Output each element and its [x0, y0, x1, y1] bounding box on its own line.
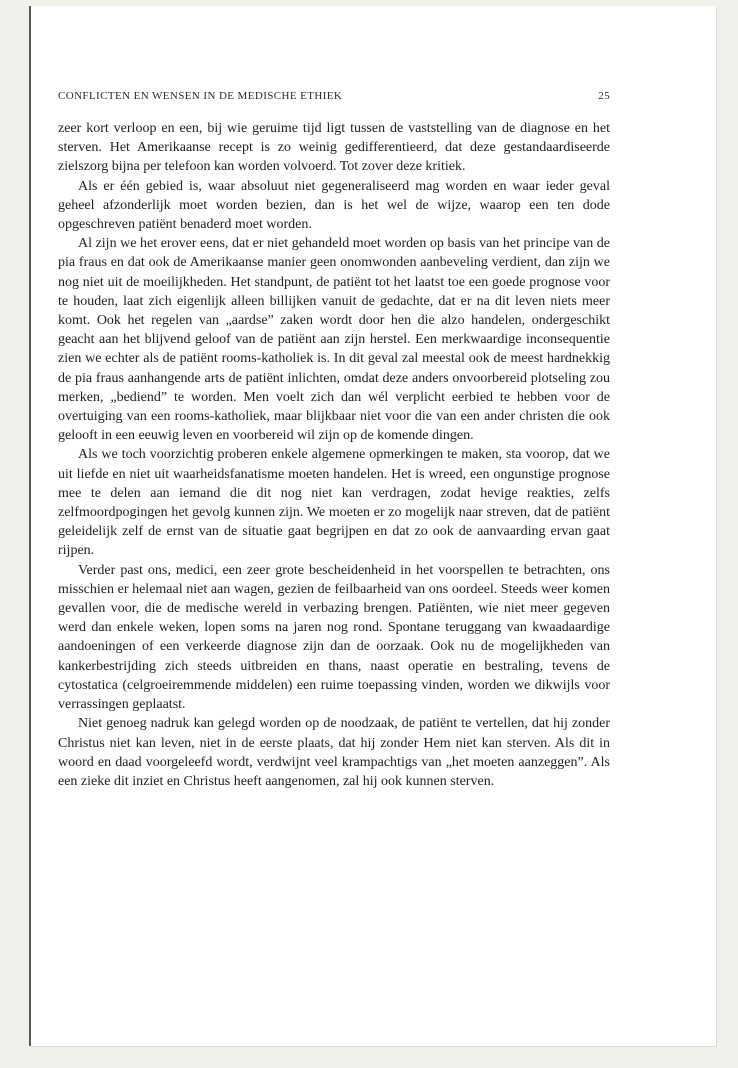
paragraph: Als we toch voorzichtig proberen enkele algemene opmerkingen te maken, sta voorop, dat we uit liefde en niet uit waarheidsfanatisme moeten handelen. Het is wreed, een ongunstige prognose mee te delen aan iemand die dit nog niet kan verdragen, zodat hevige reakties, zelfs zelfmoordpogingen het gevolg kunnen zijn. We moeten er zo mogelijk naar streven, dat de patiënt geleidelijk zelf de ernst van de situatie gaat begrijpen en dat zo ook de aanvaarding ervan gaat rijpen.	[58, 447, 610, 559]
header-title: CONFLICTEN EN WENSEN IN DE MEDISCHE ETHIEK	[58, 90, 343, 102]
paragraph: zeer kort verloop en een, bij wie geruime tijd ligt tussen de vaststelling van de diagnose en het sterven. Het Amerikaanse recept is zo weinig gedifferentieerd, dat deze gestandaardiseerde zielszorg bijna per telefoon kan worden volvoerd. Tot zover deze kritiek.	[58, 121, 610, 175]
paragraph: Niet genoeg nadruk kan gelegd worden op de noodzaak, de patiënt te vertellen, dat hij zonder Christus niet kan leven, niet in de eerste plaats, dat hij zonder Hem niet kan sterven. Als dit in woord en daad voorgeleefd wordt, verdwijnt veel krampachtigs van „het moeten aanzeggen”. Als een zieke dit inziet en Christus heeft aangenomen, zal hij ook kunnen sterven.	[58, 716, 610, 789]
paragraph: Verder past ons, medici, een zeer grote bescheidenheid in het voorspellen te betrachten, ons misschien er helemaal niet aan wagen, gezien de feilbaarheid van ons oordeel. Steeds weer komen gevallen voor, die de medische wereld in verbazing brengen. Patiënten, wie niet meer gegeven werd dan enkele weken, lopen soms na jaren nog rond. Spontane teruggang van kwaadaardige aandoeningen of een verkeerde diagnose zijn dan de oorzaak. Ook nu de mogelijkheden van kankerbestrijding zich steeds uitbreiden en thans, naast operatie en bestraling, tevens de cytostatica (celgroeiremmende middelen) een ruime toepassing vinden, worden we dikwijls voor verrassingen geplaatst.	[58, 562, 610, 713]
paragraph: Al zijn we het erover eens, dat er niet gehandeld moet worden op basis van het principe van de pia fraus en dat ook de Amerikaanse manier geen onomwonden aanbeveling verdient, dan zijn we nog niet uit de moeilijkheden. Het standpunt, de patiënt tot het laatst toe een goede prognose voor te houden, laat zich eigenlijk alleen billijken vanuit de gedachte, dat er na dit leven niets meer komt. Ook het regelen van „aardse” zaken wordt door hen die alzo handelen, ondergeschikt geacht aan het blijvend geloof van de patiënt aan zijn herstel. Een merkwaardige inconsequentie zien we echter als de patiënt rooms-katholiek is. In dit geval zal meestal ook de meest hardnekkig de pia fraus aanhangende arts de patiënt inlichten, omdat deze anders onvoorbereid plotseling zou merken, „bediend” te worden. Men voelt zich dan wél verplicht eerbied te hebben voor de overtuiging van een rooms-katholiek, maar blijkbaar niet voor die van een ander christen die ook gelooft in een eeuwig leven en voorbereid wil zijn op de komende dingen.	[58, 236, 610, 444]
body-text	[58, 119, 610, 791]
page-number: 25	[598, 90, 610, 102]
paragraph: Als er één gebied is, waar absoluut niet gegeneraliseerd mag worden en waar ieder geval geheel afzonderlijk moet worden bezien, dan is het wel de wijze, waarop een ten dode opgeschreven patiënt benaderd moet worden.	[58, 178, 610, 233]
